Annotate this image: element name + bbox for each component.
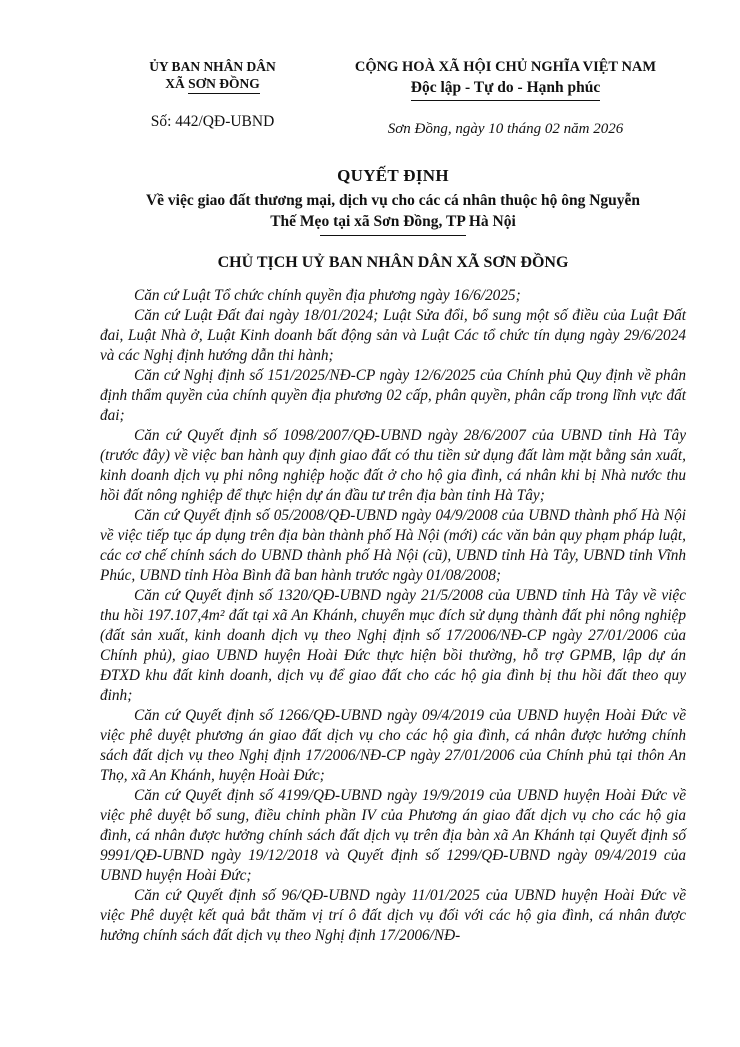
title-block: [100, 165, 686, 273]
commune-prefix: XÃ: [165, 76, 189, 91]
legal-basis-paragraph: Căn cứ Quyết định số 4199/QĐ-UBND ngày 19/9/2019 của UBND huyện Hoài Đức về việc phê duyệt bổ sung, điều chỉnh phần IV của Phương án giao đất dịch vụ cho các hộ gia đình, cá nhân được hưởng chính sách đất dịch vụ trên địa bàn xã An Khánh tại Quyết định số 9991/QĐ-UBND ngày 19/12/2018 và Quyết định số 1299/QĐ-UBND ngày 09/4/2019 của UBND huyện Hoài Đức;: [100, 787, 686, 884]
decision-subject-line2: Thế Mẹo tại xã Sơn Đồng, TP Hà Nội: [270, 213, 516, 230]
legal-basis-paragraph: Căn cứ Quyết định số 1320/QĐ-UBND ngày 21/5/2008 của UBND tỉnh Hà Tây về việc thu hồi 197.107,4m² đất tại xã An Khánh, chuyển mục đích sử dụng thành đất phi nông nghiệp (đất sản xuất, kinh doanh dịch vụ theo Nghị định số 17/2006/NĐ-CP ngày 27/01/2006 của Chính phủ), giao UBND huyện Hoài Đức thực hiện bồi thường, hỗ trợ GPMB, lập dự án ĐTXD khu đất kinh doanh, dịch vụ để giao đất cho các hộ gia đình bị thu hồi đất theo quy đinh;: [100, 587, 686, 704]
decision-subject-line1: Về việc giao đất thương mại, dịch vụ cho các cá nhân thuộc hộ ông Nguyễn: [145, 192, 641, 209]
national-motto-text: Độc lập - Tự do - Hạnh phúc: [411, 78, 600, 101]
national-header-block: [325, 58, 686, 139]
issuing-authority-line2: [100, 75, 325, 92]
issuer-title: CHỦ TỊCH UỶ BAN NHÂN DÂN XÃ SƠN ĐỒNG: [217, 254, 569, 271]
national-title: CỘNG HOÀ XÃ HỘI CHỦ NGHĨA VIỆT NAM: [354, 59, 657, 75]
legal-basis-paragraph: Căn cứ Luật Đất đai ngày 18/01/2024; Luật Sửa đổi, bổ sung một số điều của Luật Đất đai, Luật Nhà ở, Luật Kinh doanh bất động sản và Luật Các tổ chức tín dụng ngày 29/6/2024 và các Nghị định hướng dẫn thi hành;: [100, 307, 686, 364]
legal-basis-paragraph: Căn cứ Nghị định số 151/2025/NĐ-CP ngày 12/6/2025 của Chính phủ Quy định về phân định thẩm quyền của chính quyền địa phương 02 cấp, phân quyền, phân cấp trong lĩnh vực đất đai;: [100, 367, 686, 424]
place-date-line: Sơn Đồng, ngày 10 tháng 02 năm 2026: [387, 121, 624, 137]
decision-subject: [100, 190, 686, 232]
decision-heading: QUYẾT ĐỊNH: [337, 166, 449, 185]
document-header: [100, 58, 686, 139]
commune-name: SƠN ĐỒNG: [188, 76, 260, 94]
issuing-authority-line1: ỦY BAN NHÂN DÂN: [149, 59, 276, 74]
legal-basis-paragraph: Căn cứ Quyết định số 1266/QĐ-UBND ngày 09/4/2019 của UBND huyện Hoài Đức về việc phê duyệt phương án giao đất dịch vụ cho các hộ gia đình, cá nhân được hưởng chính sách đất dịch vụ theo Nghị định 17/2006/NĐ-CP ngày 27/01/2006 của Chính phủ tại thôn An Thọ, xã An Khánh, huyện Hoài Đức;: [100, 707, 686, 784]
subject-divider-rule: [320, 235, 466, 236]
document-number: Số: 442/QĐ-UBND: [150, 113, 275, 130]
legal-basis-paragraph: Căn cứ Quyết định số 96/QĐ-UBND ngày 11/01/2025 của UBND huyện Hoài Đức về việc Phê duyệt kết quả bắt thăm vị trí ô đất dịch vụ đối với các hộ gia đình, cá nhân được hưởng chính sách đất dịch vụ theo Nghị định 17/2006/NĐ-: [100, 887, 686, 944]
national-motto: [325, 78, 686, 101]
document-body: [100, 286, 686, 946]
legal-basis-paragraph: Căn cứ Quyết định số 1098/2007/QĐ-UBND ngày 28/6/2007 của UBND tỉnh Hà Tây (trước đây) về việc ban hành quy định giao đất có thu tiền sử dụng đất làm mặt bằng sản xuất, kinh doanh dịch vụ phi nông nghiệp hoặc đất ở cho hộ gia đình, cá nhân khi bị Nhà nước thu hồi đất nông nghiệp để thực hiện dự án đầu tư trên địa bàn tỉnh Hà Tây;: [100, 427, 686, 504]
legal-basis-paragraph: Căn cứ Quyết định số 05/2008/QĐ-UBND ngày 04/9/2008 của UBND thành phố Hà Nội về việc tiếp tục áp dụng trên địa bàn thành phố Hà Nội (mới) các văn bản quy phạm pháp luật, các cơ chế chính sách do UBND thành phố Hà Nội (cũ), UBND tỉnh Hà Tây, UBND tỉnh Vĩnh Phúc, UBND tỉnh Hòa Bình đã ban hành trước ngày 01/08/2008;: [100, 507, 686, 584]
legal-basis-paragraph: Căn cứ Luật Tổ chức chính quyền địa phương ngày 16/6/2025;: [134, 287, 521, 304]
issuing-authority-block: [100, 58, 325, 131]
